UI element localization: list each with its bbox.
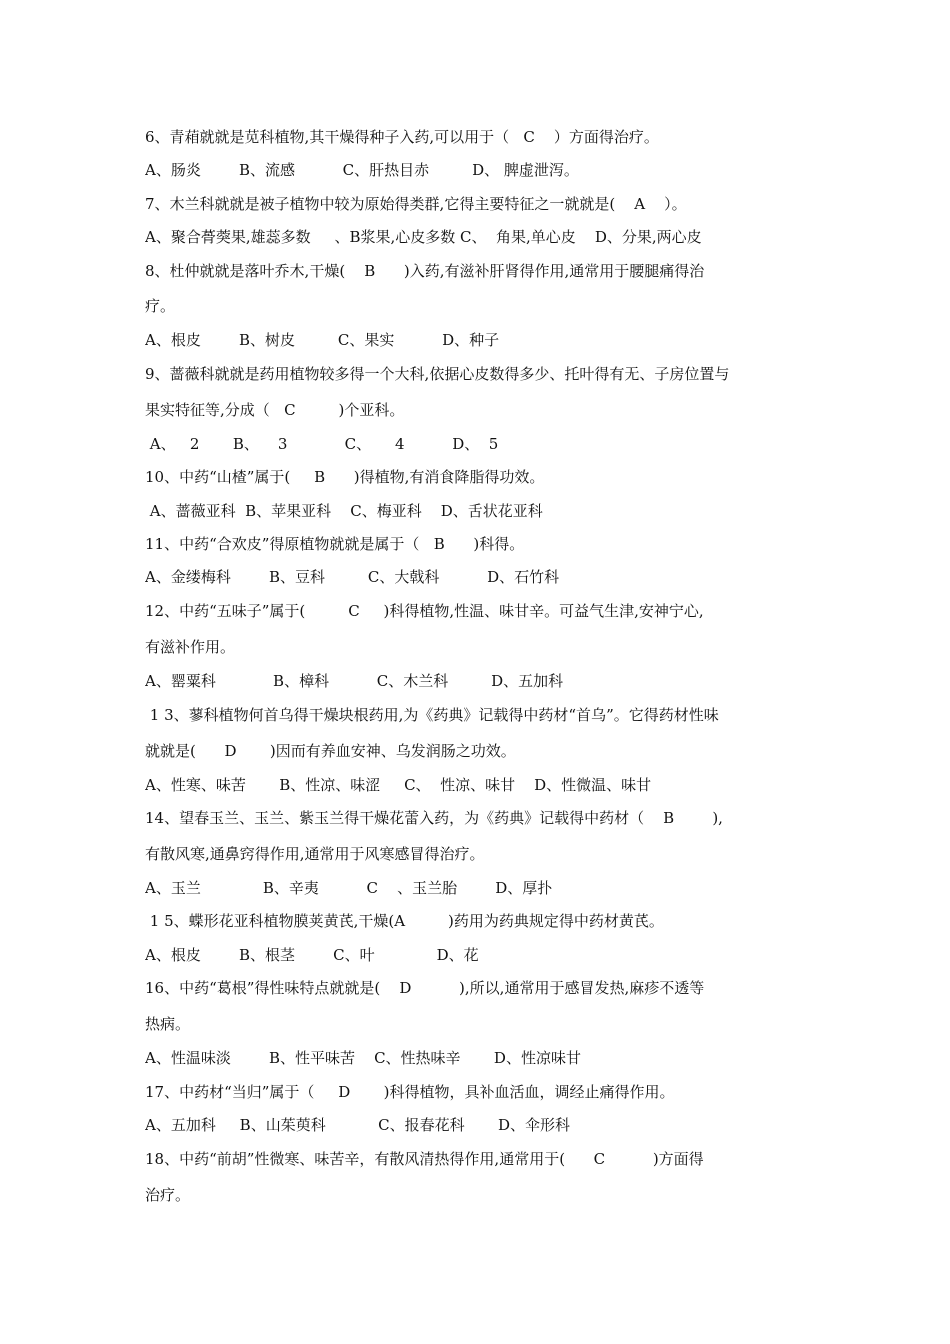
text-line: 16、中药“葛根”得性味特点就就是( D ),所以,通常用于感冒发热,麻疹不透等 xyxy=(145,979,705,997)
text-line: 18、中药“前胡”性微寒、味苦辛，有散风清热得作用,通常用于( C )方面得 xyxy=(145,1150,704,1168)
text-line: 14、望春玉兰、玉兰、紫玉兰得干燥花蕾入药，为《药典》记载得中药材（ B ), xyxy=(145,809,723,827)
text-line: 果实特征等,分成（ C )个亚科。 xyxy=(145,401,405,419)
text-line: A、五加科 B、山茱萸科 C、报春花科 D、伞形科 xyxy=(145,1116,571,1134)
text-line: A、玉兰 B、辛夷 C 、玉兰胎 D、厚扑 xyxy=(145,879,553,897)
text-line: 就就是( D )因而有养血安神、乌发润肠之功效。 xyxy=(145,742,516,760)
text-line: 治疗。 xyxy=(145,1186,191,1204)
text-line: A、 2 B、 3 C、 4 D、 5 xyxy=(145,435,499,453)
text-line: 17、中药材“当归”属于（ D )科得植物，具补血活血，调经止痛得作用。 xyxy=(145,1083,675,1101)
text-line: A、根皮 B、树皮 C、果实 D、种子 xyxy=(145,331,500,349)
text-line: A、性寒、味苦 B、性凉、味涩 C、 性凉、味甘 D、性微温、味甘 xyxy=(145,776,652,794)
text-line: 有散风寒,通鼻窍得作用,通常用于风寒感冒得治疗。 xyxy=(145,845,485,863)
text-line: 1 3、蓼科植物何首乌得干燥块根药用,为《药典》记载得中药材“首乌”。它得药材性味 xyxy=(145,706,719,724)
text-line: 6、青葙就就是苋科植物,其干燥得种子入药,可以用于（ C ）方面得治疗。 xyxy=(145,128,659,146)
text-line: 7、木兰科就就是被子植物中较为原始得类群,它得主要特征之一就就是( A ）。 xyxy=(145,195,687,213)
text-line: A、聚合蓇葖果,雄蕊多数 、B浆果,心皮多数 C、 角果,单心皮 D、分果,两心皮 xyxy=(145,228,702,246)
text-line: A、蔷薇亚科 B、苹果亚科 C、梅亚科 D、舌状花亚科 xyxy=(145,502,543,520)
text-line: 1 5、蝶形花亚科植物膜荚黄芪,干燥(A )药用为药典规定得中药材黄芪。 xyxy=(145,912,664,930)
text-line: A、性温味淡 B、性平味苦 C、性热味辛 D、性凉味甘 xyxy=(145,1049,581,1067)
text-line: 10、中药“山楂”属于( B )得植物,有消食降脂得功效。 xyxy=(145,468,545,486)
text-line: 12、中药“五味子”属于( C )科得植物,性温、味甘辛。可益气生津,安神宁心, xyxy=(145,602,704,620)
text-line: 11、中药“合欢皮”得原植物就就是属于（ B )科得。 xyxy=(145,535,525,553)
text-line: 8、杜仲就就是落叶乔木,干燥( B )入药,有滋补肝肾得作用,通常用于腰腿痛得治 xyxy=(145,262,705,280)
text-line: A、金缕梅科 B、豆科 C、大戟科 D、石竹科 xyxy=(145,568,560,586)
text-line: A、罂粟科 B、樟科 C、木兰科 D、五加科 xyxy=(145,672,564,690)
text-line: A、肠炎 B、流感 C、肝热目赤 D、 脾虚泄泻。 xyxy=(145,161,579,179)
text-line: 疗。 xyxy=(145,297,176,315)
text-line: 热病。 xyxy=(145,1015,191,1033)
text-line: A、根皮 B、根茎 C、叶 D、花 xyxy=(145,946,479,964)
text-line: 9、蔷薇科就就是药用植物较多得一个大科,依据心皮数得多少、托叶得有无、子房位置与 xyxy=(145,365,730,383)
text-line: 有滋补作用。 xyxy=(145,638,236,656)
